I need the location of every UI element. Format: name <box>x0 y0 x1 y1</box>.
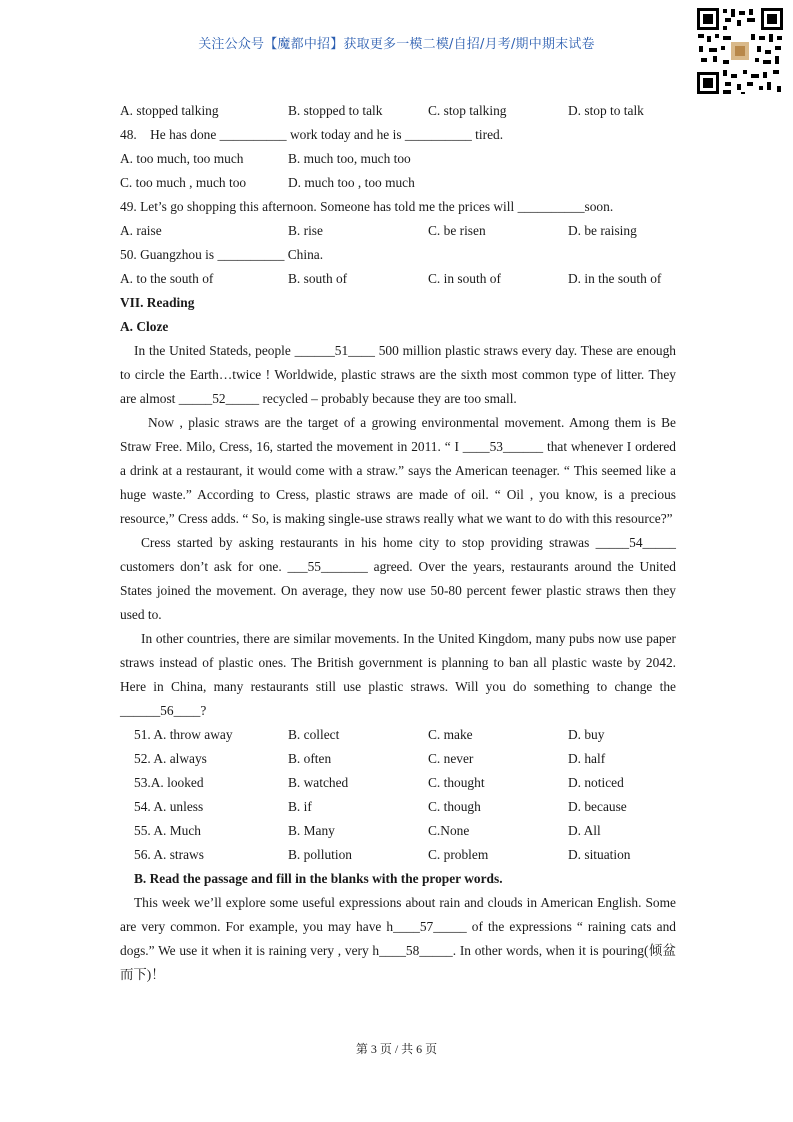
option-a: 54. A. unless <box>134 799 204 814</box>
option-d: D. stop to talk <box>568 103 644 118</box>
cloze-options-53 <box>120 771 676 795</box>
q47-options <box>120 99 676 123</box>
q49-stem: 49. Let’s go shopping this afternoon. Someone has told me the prices will __________soon. <box>120 199 614 214</box>
option-c: C.None <box>428 823 470 838</box>
cloze-options-54 <box>120 795 676 819</box>
cloze-paragraph-3: Cress started by asking restaurants in his home city to stop providing strawas _____54_____ customers don’t ask for one. ___55_______ agreed. Over the years, restaurants around the United States joined the movement. On average, they now use 50-80 percent fewer plastic straws then they used to. <box>120 535 676 622</box>
option-c: C. too much , much too <box>120 175 247 190</box>
option-d: D. in the south of <box>568 271 662 286</box>
option-c: C. make <box>428 727 473 742</box>
option-d: D. buy <box>568 727 605 742</box>
cloze-passage <box>120 339 676 723</box>
option-c: C. problem <box>428 847 489 862</box>
q50-stem: 50. Guangzhou is __________ China. <box>120 247 324 262</box>
cloze-options-55 <box>120 819 676 843</box>
cloze-paragraph-4: In other countries, there are similar movements. In the United Kingdom, many pubs now use paper straws instead of plastic ones. The British government is planning to ban all plastic waste by 2042. Here in China, many restaurants still use plastic straws. Will you do something to change the ______56____? <box>120 631 676 718</box>
option-a: A. stopped talking <box>120 103 219 118</box>
document-body <box>120 99 676 987</box>
option-c: C. stop talking <box>428 103 507 118</box>
option-c: C. never <box>428 751 474 766</box>
option-b: B. much too, much too <box>288 151 411 166</box>
option-b: B. rise <box>288 223 323 238</box>
cloze-options-56 <box>120 843 676 867</box>
option-d: D. half <box>568 751 606 766</box>
option-a: 53.A. looked <box>134 775 204 790</box>
option-b: B. pollution <box>288 847 352 862</box>
cloze-paragraph-2: Now , plasic straws are the target of a growing environmental movement. Among them is Be Straw Free. Milo, Cress, 16, started the movement in 2011. “ I ____53______ that whenever I ordered a drink at a restaurant, it would come with a straw.” says the American teenager. “ This seemed like a huge waste.” According to Cress, plastic straws are made of oil. “ Oil , you know, is a precious resource,” Cress adds. “ So, is making single-use straws really what we want to do with this resource?” <box>120 415 676 526</box>
option-b: B. stopped to talk <box>288 103 383 118</box>
option-c: C. thought <box>428 775 485 790</box>
option-a: A. to the south of <box>120 271 214 286</box>
part-b-title: B. Read the passage and fill in the blanks with the proper words. <box>134 871 503 886</box>
option-b: B. if <box>288 799 312 814</box>
option-b: B. Many <box>288 823 335 838</box>
option-d: D. noticed <box>568 775 624 790</box>
option-b: B. collect <box>288 727 340 742</box>
q48-options-row2 <box>120 171 676 195</box>
option-c: C. be risen <box>428 223 486 238</box>
q48-stem: 48. He has done __________ work today and he is __________ tired. <box>120 127 504 142</box>
option-d: D. All <box>568 823 601 838</box>
option-c: C. though <box>428 799 481 814</box>
part-a-title: A. Cloze <box>120 319 169 334</box>
option-b: B. often <box>288 751 332 766</box>
cloze-paragraph-1: In the United Stateds, people ______51____ 500 million plastic straws every day. These are enough to circle the Earth…twice ! Worldwide, plastic straws are the sixth most common type of litter. They are almost _____52_____ recycled – probably because they are too small. <box>120 343 676 406</box>
option-a: A. too much, too much <box>120 151 244 166</box>
qr-code-icon <box>695 6 785 96</box>
option-b: B. south of <box>288 271 348 286</box>
option-d: D. situation <box>568 847 631 862</box>
option-a: A. raise <box>120 223 162 238</box>
section-title: VII. Reading <box>120 295 195 310</box>
page-number: 第 3 页 / 共 6 页 <box>355 1042 438 1056</box>
promo-banner: 关注公众号【魔都中招】获取更多一模二模/自招/月考/期中期末试卷 <box>198 37 595 52</box>
option-d: D. be raising <box>568 223 637 238</box>
option-b: B. watched <box>288 775 349 790</box>
q49-options <box>120 219 676 243</box>
cloze-options-51 <box>120 723 676 747</box>
part-b-paragraph-1: This week we’ll explore some useful expressions about rain and clouds in American English. Some are very common. For example, you may have h____57_____ of the expressions “ raining cats and dogs.” We use it when it is raining very , very h____58_____. In other words, when it is pouring(倾盆而下)！ <box>120 895 676 982</box>
option-a: 51. A. throw away <box>134 727 233 742</box>
option-a: 56. A. straws <box>134 847 204 862</box>
q50-options <box>120 267 676 291</box>
q48-options-row1 <box>120 147 676 171</box>
option-a: 55. A. Much <box>134 823 201 838</box>
option-d: D. because <box>568 799 627 814</box>
option-d: D. much too , too much <box>288 175 415 190</box>
option-c: C. in south of <box>428 271 501 286</box>
cloze-options-52 <box>120 747 676 771</box>
option-a: 52. A. always <box>134 751 207 766</box>
part-b-passage <box>120 891 676 987</box>
